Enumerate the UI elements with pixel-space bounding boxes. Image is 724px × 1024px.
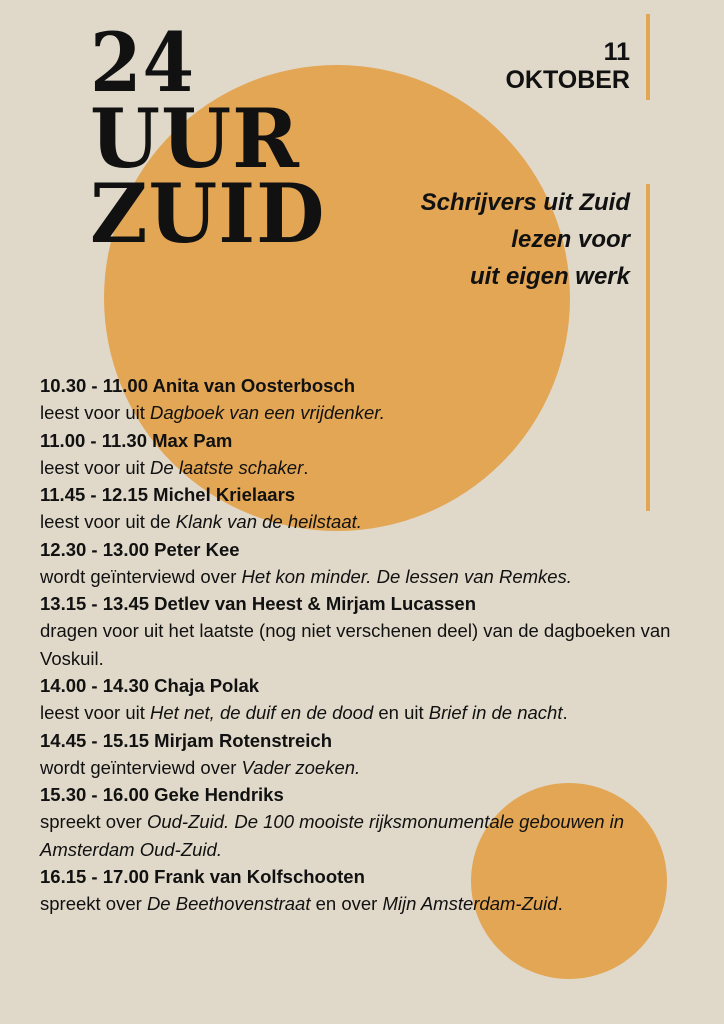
schedule-entry bbox=[40, 863, 680, 918]
description-text: . bbox=[303, 456, 309, 478]
schedule-description bbox=[40, 563, 680, 591]
schedule-heading bbox=[40, 863, 680, 890]
schedule-entry bbox=[40, 672, 680, 727]
schedule-description bbox=[40, 508, 680, 536]
schedule-description bbox=[40, 699, 680, 727]
description-text: spreekt over bbox=[40, 811, 147, 832]
schedule-description bbox=[40, 399, 680, 427]
work-title: Klank van de heilstaat. bbox=[175, 511, 362, 532]
schedule-heading bbox=[40, 372, 680, 399]
schedule-entry bbox=[40, 481, 680, 536]
work-title: Vader zoeken. bbox=[241, 756, 361, 778]
schedule-description bbox=[40, 808, 680, 863]
schedule-speaker: Chaja Polak bbox=[154, 675, 260, 696]
accent-bar-date bbox=[646, 14, 650, 100]
description-text: wordt geïnterviewd over bbox=[40, 756, 242, 778]
schedule-speaker: Michel Krielaars bbox=[153, 484, 296, 505]
schedule-time: 14.45 - 15.15 bbox=[40, 729, 150, 751]
schedule-entry bbox=[40, 372, 680, 427]
schedule-description bbox=[40, 454, 680, 482]
schedule-speaker: Max Pam bbox=[152, 429, 233, 451]
schedule-entry bbox=[40, 427, 680, 482]
schedule-heading bbox=[40, 427, 680, 454]
date-month: OKTOBER bbox=[505, 66, 630, 94]
schedule-time: 12.30 - 13.00 bbox=[40, 538, 150, 560]
schedule-entry bbox=[40, 727, 680, 782]
description-text: leest voor uit bbox=[40, 402, 151, 423]
work-title: Oud-Zuid. De 100 mooiste rijksmonumentale gebouwen in Amsterdam Oud-Zuid. bbox=[40, 811, 625, 860]
description-text: en over bbox=[310, 893, 383, 914]
work-title: De laatste schaker bbox=[150, 456, 304, 478]
tagline bbox=[421, 184, 630, 295]
event-date bbox=[505, 38, 630, 94]
schedule-description bbox=[40, 617, 680, 672]
schedule-time: 11.45 - 12.15 bbox=[40, 484, 149, 505]
work-title: De Beethovenstraat bbox=[146, 893, 311, 914]
schedule-entry bbox=[40, 536, 680, 591]
schedule-heading bbox=[40, 590, 680, 617]
schedule-speaker: Peter Kee bbox=[154, 538, 240, 560]
poster-title bbox=[90, 15, 326, 263]
schedule-time: 10.30 - 11.00 bbox=[40, 375, 149, 396]
schedule-heading bbox=[40, 536, 680, 563]
schedule-description bbox=[40, 890, 680, 918]
schedule-speaker: Mirjam Rotenstreich bbox=[154, 729, 333, 751]
description-text: spreekt over bbox=[40, 893, 147, 914]
title-line: 24 bbox=[90, 15, 196, 112]
schedule-time: 16.15 - 17.00 bbox=[40, 866, 150, 887]
schedule-time: 11.00 - 11.30 bbox=[40, 429, 147, 451]
work-title: Het net, de duif en de dood bbox=[150, 702, 374, 723]
date-day: 11 bbox=[603, 38, 630, 66]
description-text: . bbox=[562, 702, 568, 723]
schedule-description bbox=[40, 754, 680, 782]
schedule-speaker: Anita van Oosterbosch bbox=[152, 375, 355, 396]
work-title: Dagboek van een vrijdenker. bbox=[150, 402, 385, 423]
title-line: ZUID bbox=[90, 166, 326, 263]
work-title: Het kon minder. De lessen van Remkes. bbox=[241, 565, 572, 587]
schedule-heading bbox=[40, 781, 680, 808]
description-text: wordt geïnterviewd over bbox=[40, 565, 242, 587]
work-title: Mijn Amsterdam-Zuid bbox=[382, 893, 558, 914]
tagline-line: uit eigen werk bbox=[469, 263, 630, 290]
schedule-speaker: Frank van Kolfschooten bbox=[154, 866, 365, 887]
work-title: Brief in de nacht bbox=[428, 702, 563, 723]
tagline-line: Schrijvers uit Zuid bbox=[420, 189, 630, 216]
schedule-heading bbox=[40, 481, 680, 508]
description-text: en uit bbox=[373, 702, 429, 723]
description-text: . bbox=[557, 893, 563, 914]
description-text: dragen voor uit het laatste (nog niet verschenen deel) van de dagboeken van Voskuil. bbox=[40, 620, 671, 669]
tagline-line: lezen voor bbox=[511, 226, 630, 253]
program-schedule bbox=[40, 372, 680, 918]
description-text: leest voor uit de bbox=[40, 511, 176, 532]
schedule-time: 14.00 - 14.30 bbox=[40, 675, 150, 696]
schedule-speaker: Detlev van Heest & Mirjam Lucassen bbox=[154, 593, 476, 614]
schedule-speaker: Geke Hendriks bbox=[154, 784, 284, 805]
schedule-heading bbox=[40, 727, 680, 754]
title-line: UUR bbox=[90, 91, 300, 187]
schedule-time: 15.30 - 16.00 bbox=[40, 784, 150, 805]
description-text: leest voor uit bbox=[40, 456, 151, 478]
description-text: leest voor uit bbox=[40, 702, 151, 723]
schedule-entry bbox=[40, 781, 680, 863]
schedule-time: 13.15 - 13.45 bbox=[40, 593, 150, 614]
schedule-entry bbox=[40, 590, 680, 672]
schedule-heading bbox=[40, 672, 680, 699]
